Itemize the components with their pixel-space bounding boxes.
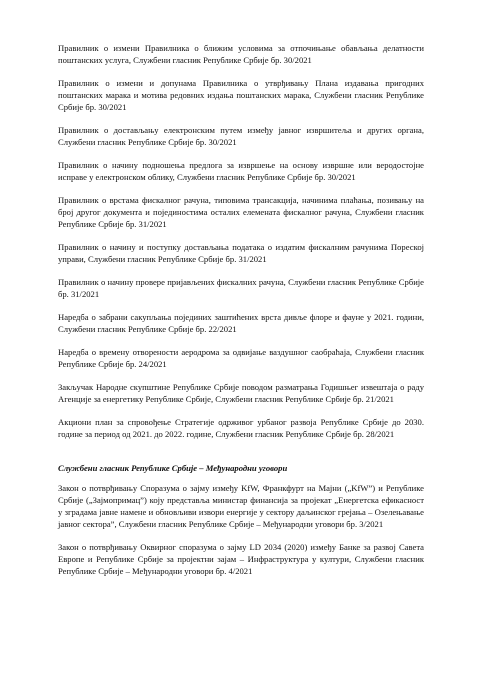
regulation-entry: Правилник о измени и допунама Правилника о утврђивању Плана издавања пригодних поштанских марака и мотива редовних издања поштанских марака, Службени гласник Републике Србије бр. 30/2021 — [58, 78, 424, 112]
regulation-entry: Наредба о забрани сакупљања појединих заштићених врста дивље флоре и фауне у 2021. години, Службени гласник Републике Србије бр. 22/2021 — [58, 312, 424, 334]
regulation-entry: Закључак Народне скупштине Републике Србије поводом разматрања Годишњег извештаја о раду Агенције за енергетику Републике Србије, Службени гласник Републике Србије бр. 21/2021 — [58, 382, 424, 404]
treaty-entry: Закон о потврђивању Споразума о зајму између KfW, Франкфурт на Мајни („KfW”) и Републике Србије („Зајмопримац”) коју представља министар финансија за пројекат „Енергетска ефикасност у зградама јавне намене и обновљиви извори енергије у сектору даљинског грејања – Озелењавање јавног сектора”, Службени гласник Републике Србије – Међународни уговори бр. 3/2021 — [58, 483, 424, 529]
treaty-entry: Закон о потврђивању Оквирног споразума о зајму LD 2034 (2020) између Банке за развој Савета Европе и Републике Србије за пројектни зајам – Инфраструктура у култури, Службени гласник Републике Србије – Међународни уговори бр. 4/2021 — [58, 542, 424, 576]
regulation-entry: Правилник о начину подношења предлога за извршење на основу извршне или веродостојне исправе у електронском облику, Службени гласник Републике Србије бр. 30/2021 — [58, 160, 424, 182]
regulation-entry: Правилник о измени Правилника о ближим условима за отпочињање обављања делатности поштанских услуга, Службени гласник Републике Србије бр. 30/2021 — [58, 43, 424, 65]
regulation-entry: Правилник о начину провере пријављених фискалних рачуна, Службени гласник Републике Србије бр. 31/2021 — [58, 277, 424, 299]
regulation-entry: Наредба о времену отворености аеродрома за одвијање ваздушног саобраћаја, Службени гласник Републике Србије бр. 24/2021 — [58, 347, 424, 369]
regulation-entry: Правилник о достављању електронским путем између јавног извршитеља и других органа, Службени гласник Републике Србије бр. 30/2021 — [58, 125, 424, 147]
regulation-entry: Правилник о начину и поступку достављања података о издатим фискалним рачунима Пореској управи, Службени гласник Републике Србије бр. 31/2021 — [58, 242, 424, 264]
regulation-entry: Правилник о врстама фискалног рачуна, типовима трансакција, начинима плаћања, позивању на број другог документа и појединостима осталих елемената фискалног рачуна, Службени гласник Републике Србије бр. 31/2021 — [58, 195, 424, 229]
document-body — [58, 42, 424, 588]
regulation-entry: Акциони план за спровођење Стратегије одрживог урбаног развоја Републике Србије до 2030. године за период од 2021. до 2022. године, Службени гласник Републике Србије бр. 28/2021 — [58, 417, 424, 439]
section-heading: Службени гласник Републике Србије – Међународни уговори — [58, 463, 288, 473]
